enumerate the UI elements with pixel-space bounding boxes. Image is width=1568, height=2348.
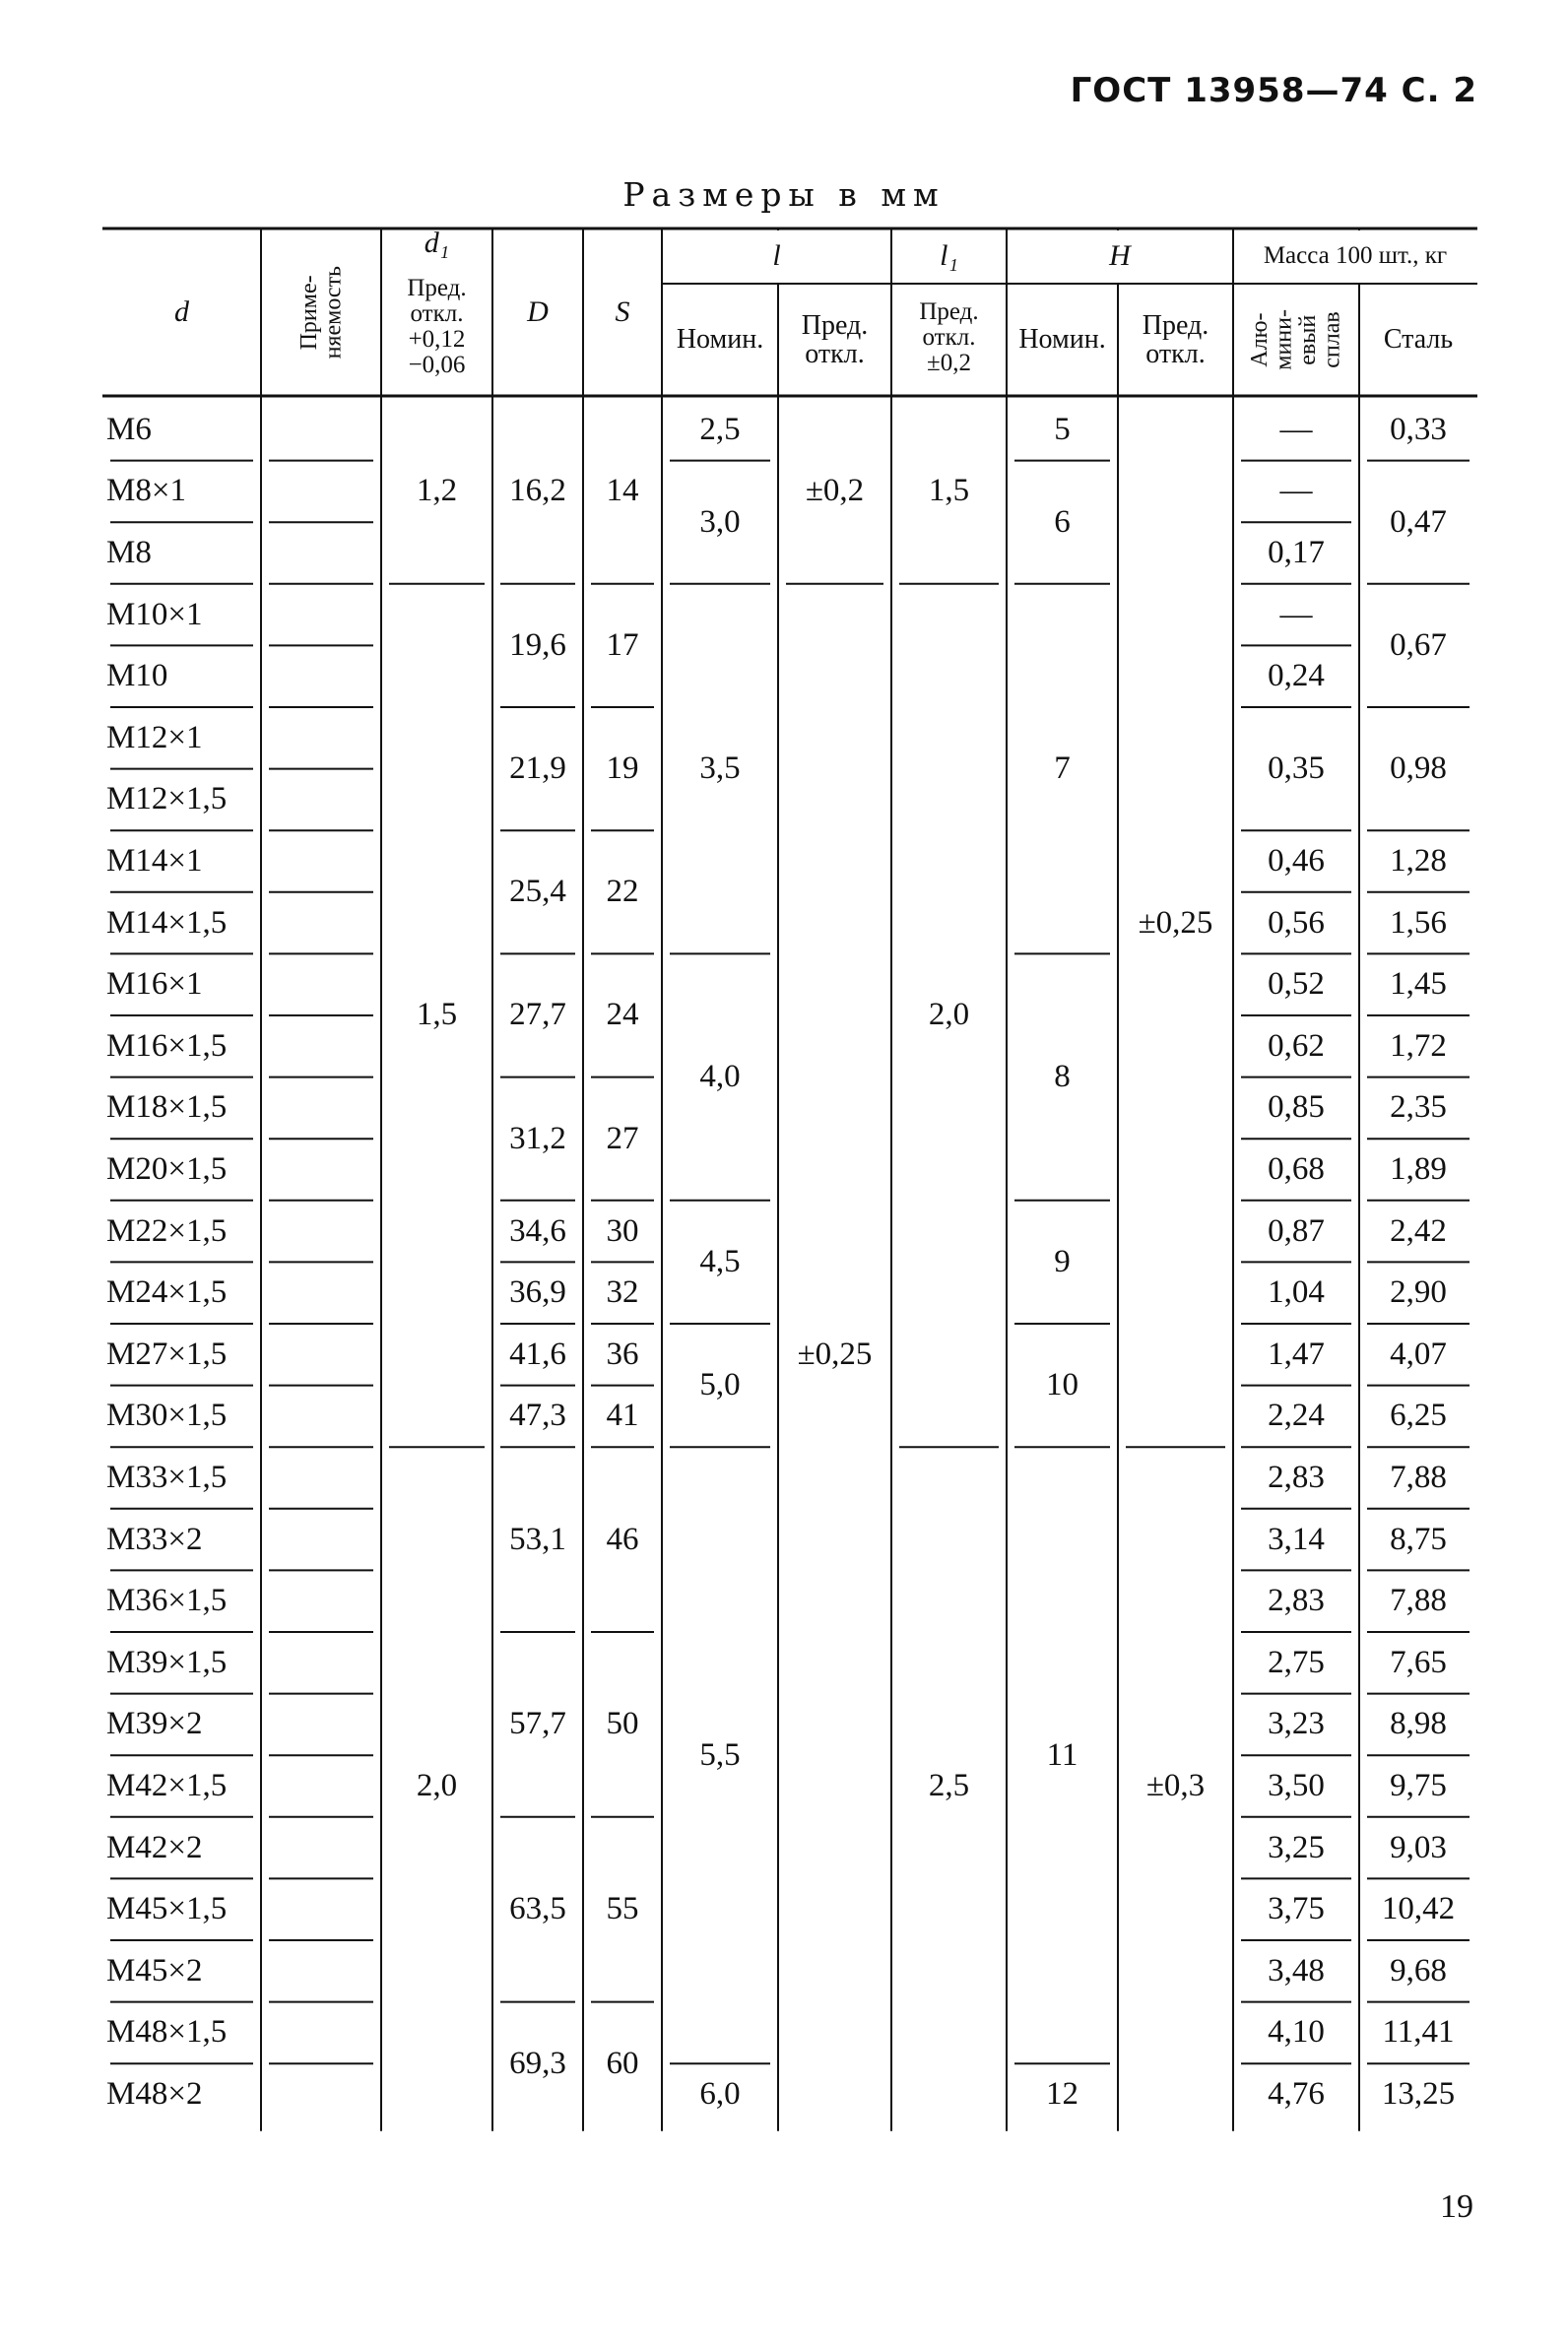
col-l-nominal-text: Номин. <box>676 324 764 356</box>
D-cell: 36,9 <box>509 1274 566 1311</box>
col-mass-aluminium <box>1233 284 1359 396</box>
col-l1-symbol <box>891 228 1007 284</box>
thread-size-cell: М24×1,5 <box>106 1274 228 1311</box>
col-H-nominal <box>1007 284 1118 396</box>
col-l1-tolerance <box>891 280 1007 396</box>
col-d1-symbol-text: d₁ <box>424 227 450 260</box>
thread-size-cell: М42×1,5 <box>106 1767 228 1803</box>
col-d1-tolerance <box>381 258 492 396</box>
mass-aluminium-cell: 0,35 <box>1268 750 1325 787</box>
D-cell: 57,7 <box>509 1706 566 1742</box>
S-cell: 30 <box>606 1212 639 1249</box>
col-D-header-text: D <box>527 295 549 329</box>
D-cell: 31,2 <box>509 1120 566 1156</box>
mass-steel-cell: 8,75 <box>1390 1521 1447 1557</box>
col-d-header-text: d <box>174 295 189 329</box>
page-number: 19 <box>1440 2188 1473 2225</box>
col-mass-steel <box>1359 284 1477 396</box>
mass-steel-cell: 0,47 <box>1390 503 1447 540</box>
mass-aluminium-cell: 3,50 <box>1268 1767 1325 1803</box>
thread-size-cell: М48×1,5 <box>106 2014 228 2051</box>
l-nominal-cell: 5,0 <box>699 1367 741 1403</box>
mass-steel-cell: 11,41 <box>1382 2014 1455 2051</box>
thread-size-cell: М10 <box>106 658 168 694</box>
thread-size-cell: М12×1 <box>106 719 203 755</box>
D-cell: 19,6 <box>509 626 566 663</box>
mass-steel-cell: 6,25 <box>1390 1398 1447 1434</box>
l1-cell: 2,0 <box>928 997 970 1033</box>
mass-aluminium-cell: 0,87 <box>1268 1212 1325 1249</box>
thread-size-cell: М6 <box>106 411 152 447</box>
mass-aluminium-cell: 2,83 <box>1268 1459 1325 1495</box>
thread-size-cell: М36×1,5 <box>106 1583 228 1619</box>
mass-aluminium-cell: 2,75 <box>1268 1644 1325 1680</box>
mass-steel-cell: 0,33 <box>1390 411 1447 447</box>
S-cell: 14 <box>606 473 639 509</box>
mass-aluminium-cell: 3,48 <box>1268 1952 1325 1989</box>
l-nominal-cell: 5,5 <box>699 1736 741 1773</box>
col-l-tolerance <box>778 284 891 396</box>
mass-aluminium-cell: 0,85 <box>1268 1089 1325 1126</box>
H-nominal-cell: 7 <box>1054 750 1071 787</box>
mass-aluminium-cell: 3,23 <box>1268 1706 1325 1742</box>
D-cell: 63,5 <box>509 1891 566 1927</box>
mass-steel-cell: 7,88 <box>1390 1459 1447 1495</box>
col-S-header <box>583 228 662 396</box>
l-nominal-cell: 6,0 <box>699 2075 741 2112</box>
mass-aluminium-cell: 0,17 <box>1268 534 1325 570</box>
thread-size-cell: М8×1 <box>106 473 186 509</box>
col-d1-symbol <box>381 228 492 258</box>
thread-size-cell: М30×1,5 <box>106 1398 228 1434</box>
D-cell: 16,2 <box>509 473 566 509</box>
S-cell: 22 <box>606 874 639 910</box>
mass-steel-cell: 9,03 <box>1390 1829 1447 1865</box>
S-cell: 17 <box>606 626 639 663</box>
col-l-header-text: l <box>772 239 781 273</box>
thread-size-cell: М18×1,5 <box>106 1089 228 1126</box>
H-nominal-cell: 6 <box>1054 503 1071 540</box>
mass-aluminium-cell: 3,75 <box>1268 1891 1325 1927</box>
H-tolerance-cell: ±0,25 <box>1138 904 1213 941</box>
col-applicability-header <box>261 228 381 396</box>
D-cell: 34,6 <box>509 1212 566 1249</box>
col-l1-tolerance-text: Пред. откл. ±0,2 <box>919 297 979 377</box>
mass-steel-cell: 7,88 <box>1390 1583 1447 1619</box>
mass-steel-cell: 8,98 <box>1390 1706 1447 1742</box>
D-cell: 41,6 <box>509 1336 566 1372</box>
mass-steel-cell: 1,45 <box>1390 966 1447 1003</box>
thread-size-cell: М39×1,5 <box>106 1644 228 1680</box>
col-l-nominal <box>662 284 778 396</box>
S-cell: 55 <box>606 1891 639 1927</box>
mass-aluminium-cell: 0,24 <box>1268 658 1325 694</box>
mass-aluminium-cell: 0,62 <box>1268 1027 1325 1064</box>
mass-steel-cell: 0,98 <box>1390 750 1447 787</box>
mass-steel-cell: 13,25 <box>1381 2075 1456 2112</box>
S-cell: 32 <box>606 1274 639 1311</box>
l-nominal-cell: 4,0 <box>699 1059 741 1095</box>
mass-aluminium-cell: — <box>1279 411 1313 447</box>
mass-steel-cell: 2,42 <box>1390 1212 1447 1249</box>
H-nominal-cell: 11 <box>1046 1736 1078 1773</box>
table-caption: Размеры в мм <box>622 175 946 214</box>
S-cell: 60 <box>606 2045 639 2081</box>
d1-cell: 1,2 <box>416 473 458 509</box>
mass-aluminium-cell: 1,47 <box>1268 1336 1325 1372</box>
thread-size-cell: М8 <box>106 534 152 570</box>
mass-aluminium-cell: 3,25 <box>1268 1829 1325 1865</box>
col-H-tolerance <box>1118 284 1233 396</box>
mass-aluminium-cell: 0,56 <box>1268 904 1325 941</box>
D-cell: 53,1 <box>509 1521 566 1557</box>
col-H-header-text: H <box>1109 239 1131 273</box>
mass-aluminium-cell: — <box>1279 473 1313 509</box>
mass-aluminium-cell: 2,24 <box>1268 1398 1325 1434</box>
mass-steel-cell: 2,35 <box>1390 1089 1447 1126</box>
mass-aluminium-cell: 0,52 <box>1268 966 1325 1003</box>
thread-size-cell: М33×1,5 <box>106 1459 228 1495</box>
mass-steel-cell: 1,56 <box>1390 904 1447 941</box>
thread-size-cell: М14×1,5 <box>106 904 228 941</box>
col-mass-steel-text: Сталь <box>1383 324 1454 356</box>
thread-size-cell: М42×2 <box>106 1829 203 1865</box>
S-cell: 50 <box>606 1706 639 1742</box>
mass-aluminium-cell: 4,76 <box>1268 2075 1325 2112</box>
l-nominal-cell: 3,0 <box>699 503 741 540</box>
S-cell: 24 <box>606 997 639 1033</box>
col-l-header <box>662 228 891 284</box>
col-S-header-text: S <box>615 295 630 329</box>
thread-size-cell: М48×2 <box>106 2075 203 2112</box>
l1-cell: 1,5 <box>928 473 970 509</box>
mass-steel-cell: 2,90 <box>1390 1274 1447 1311</box>
document-header: ГОСТ 13958—74 С. 2 <box>1070 71 1477 110</box>
mass-steel-cell: 9,68 <box>1390 1952 1447 1989</box>
col-mass-aluminium-text: Алю- мини- евый сплав <box>1247 309 1345 370</box>
S-cell: 46 <box>606 1521 639 1557</box>
H-nominal-cell: 5 <box>1054 411 1071 447</box>
mass-aluminium-cell: 2,83 <box>1268 1583 1325 1619</box>
mass-steel-cell: 10,42 <box>1381 1891 1456 1927</box>
thread-size-cell: М20×1,5 <box>106 1150 228 1187</box>
d1-cell: 2,0 <box>416 1767 458 1803</box>
l-tolerance-cell: ±0,25 <box>797 1336 873 1372</box>
D-cell: 25,4 <box>509 874 566 910</box>
col-H-nominal-text: Номин. <box>1018 324 1106 356</box>
mass-steel-cell: 4,07 <box>1390 1336 1447 1372</box>
H-nominal-cell: 8 <box>1054 1059 1071 1095</box>
l-tolerance-cell: ±0,2 <box>805 473 865 509</box>
thread-size-cell: М45×1,5 <box>106 1891 228 1927</box>
thread-size-cell: М10×1 <box>106 596 203 632</box>
thread-size-cell: М22×1,5 <box>106 1212 228 1249</box>
col-mass-header-text: Масса 100 шт., кг <box>1263 241 1448 269</box>
thread-size-cell: М16×1 <box>106 966 203 1003</box>
mass-aluminium-cell: 4,10 <box>1268 2014 1325 2051</box>
mass-aluminium-cell: 0,68 <box>1268 1150 1325 1187</box>
D-cell: 69,3 <box>509 2045 566 2081</box>
col-applicability-header-text: Приме- няемость <box>295 265 346 359</box>
l-nominal-cell: 4,5 <box>699 1243 741 1279</box>
D-cell: 21,9 <box>509 750 566 787</box>
mass-aluminium-cell: 0,46 <box>1268 842 1325 879</box>
col-H-header <box>1007 228 1233 284</box>
mass-aluminium-cell: 3,14 <box>1268 1521 1325 1557</box>
l-nominal-cell: 3,5 <box>699 750 741 787</box>
l-nominal-cell: 2,5 <box>699 411 741 447</box>
S-cell: 19 <box>606 750 639 787</box>
col-l-tolerance-text: Пред. откл. <box>801 309 869 369</box>
mass-steel-cell: 1,28 <box>1390 842 1447 879</box>
thread-size-cell: М27×1,5 <box>106 1336 228 1372</box>
mass-steel-cell: 7,65 <box>1390 1644 1447 1680</box>
D-cell: 27,7 <box>509 997 566 1033</box>
col-D-header <box>492 228 583 396</box>
mass-aluminium-cell: 1,04 <box>1268 1274 1325 1311</box>
thread-size-cell: М14×1 <box>106 842 203 879</box>
d1-cell: 1,5 <box>416 997 458 1033</box>
mass-steel-cell: 1,89 <box>1390 1150 1447 1187</box>
H-nominal-cell: 10 <box>1046 1367 1078 1403</box>
mass-steel-cell: 1,72 <box>1390 1027 1447 1064</box>
thread-size-cell: М16×1,5 <box>106 1027 228 1064</box>
mass-steel-cell: 9,75 <box>1390 1767 1447 1803</box>
thread-size-cell: М33×2 <box>106 1521 203 1557</box>
col-mass-header <box>1233 228 1477 284</box>
thread-size-cell: М12×1,5 <box>106 781 228 817</box>
H-tolerance-cell: ±0,3 <box>1145 1767 1206 1803</box>
col-H-tolerance-text: Пред. откл. <box>1142 309 1209 369</box>
thread-size-cell: М45×2 <box>106 1952 203 1989</box>
D-cell: 47,3 <box>509 1398 566 1434</box>
H-nominal-cell: 9 <box>1054 1243 1071 1279</box>
col-d1-tolerance-text: Пред. откл. +0,12 −0,06 <box>407 274 467 379</box>
col-d-header <box>102 228 261 396</box>
S-cell: 41 <box>606 1398 639 1434</box>
mass-steel-cell: 0,67 <box>1390 626 1447 663</box>
S-cell: 27 <box>606 1120 639 1156</box>
thread-size-cell: М39×2 <box>106 1706 203 1742</box>
mass-aluminium-cell: — <box>1279 596 1313 632</box>
col-l1-symbol-text: l₁ <box>940 239 958 273</box>
l1-cell: 2,5 <box>928 1767 970 1803</box>
S-cell: 36 <box>606 1336 639 1372</box>
H-nominal-cell: 12 <box>1046 2075 1078 2112</box>
